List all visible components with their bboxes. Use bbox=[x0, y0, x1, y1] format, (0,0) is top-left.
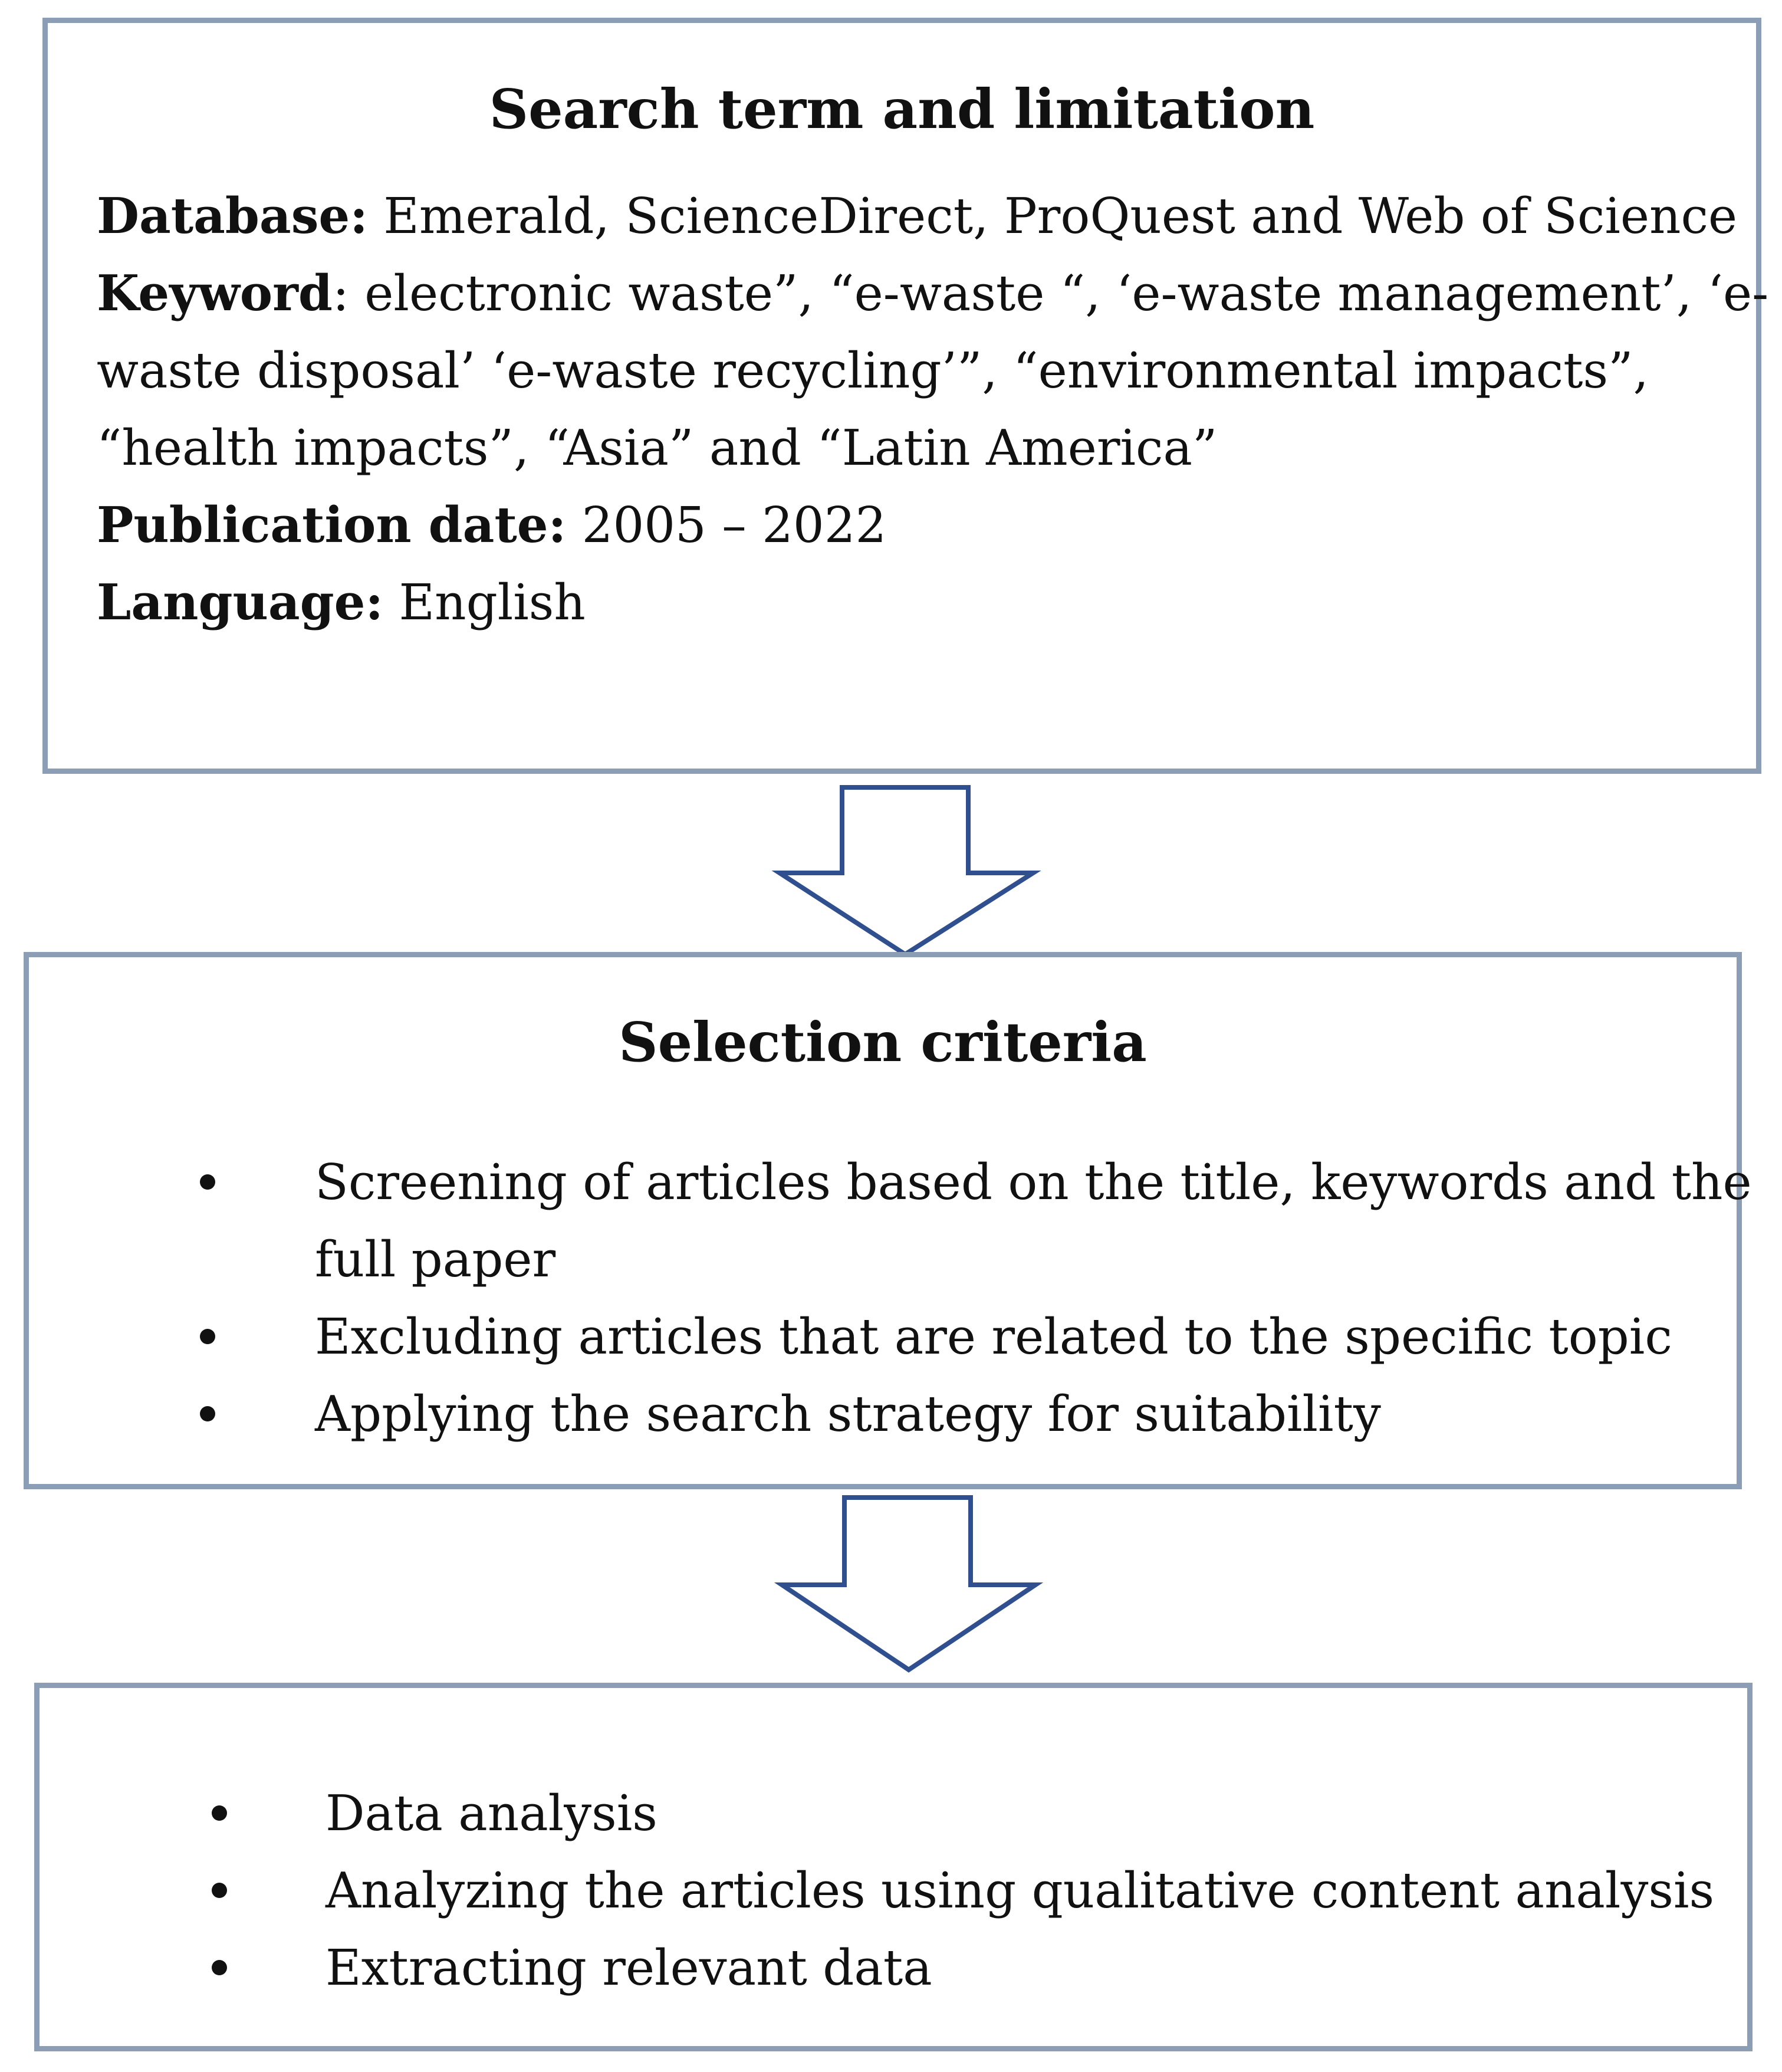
list-item-text: Data analysis bbox=[326, 1785, 657, 1842]
search-term-title: Search term and limitation bbox=[489, 77, 1315, 141]
language-label: Language: bbox=[97, 573, 384, 631]
search-term-details bbox=[97, 178, 1768, 641]
publication-line bbox=[97, 487, 1768, 564]
list-item-text: Extracting relevant data bbox=[326, 1939, 932, 1997]
keyword-line-2: waste disposal’ ‘e-waste recycling’”, “environmental impacts”, bbox=[97, 342, 1649, 399]
analysis-box bbox=[34, 1683, 1753, 2051]
analysis-list bbox=[40, 1775, 1714, 2007]
keyword-label: Keyword bbox=[97, 264, 333, 322]
keyword-value-1: : electronic waste”, “e-waste “, ‘e-waste management’, ‘e- bbox=[332, 265, 1769, 322]
bullet-icon bbox=[212, 1960, 227, 1975]
list-item-line: full paper bbox=[315, 1231, 556, 1288]
list-item-line: Screening of articles based on the title, keywords and the bbox=[315, 1154, 1752, 1211]
selection-criteria-title: Selection criteria bbox=[619, 1010, 1147, 1074]
list-item bbox=[40, 1929, 1714, 2007]
publication-value: 2005 – 2022 bbox=[566, 497, 887, 554]
down-arrow-icon bbox=[774, 786, 1039, 957]
list-item bbox=[40, 1852, 1714, 1929]
bullet-icon bbox=[200, 1174, 215, 1190]
database-line bbox=[97, 178, 1768, 255]
list-item bbox=[40, 1775, 1714, 1852]
list-item-text: Analyzing the articles using qualitative content analysis bbox=[326, 1862, 1715, 1919]
search-term-box bbox=[42, 18, 1769, 774]
database-value: Emerald, ScienceDirect, ProQuest and Web of Science bbox=[367, 188, 1738, 245]
publication-label: Publication date: bbox=[97, 496, 567, 554]
list-item bbox=[29, 1375, 1752, 1453]
keyword-line-1 bbox=[97, 255, 1768, 332]
language-value: English bbox=[383, 574, 586, 631]
down-arrow-icon bbox=[777, 1495, 1043, 1672]
database-label: Database: bbox=[97, 187, 368, 245]
list-item-line: Applying the search strategy for suitability bbox=[315, 1385, 1381, 1443]
selection-criteria-box bbox=[24, 952, 1752, 1489]
bullet-icon bbox=[200, 1406, 215, 1421]
language-line bbox=[97, 564, 1768, 641]
list-item bbox=[29, 1298, 1752, 1375]
bullet-icon bbox=[200, 1329, 215, 1344]
list-item-line: Excluding articles that are related to the specific topic bbox=[315, 1308, 1672, 1365]
bullet-icon bbox=[212, 1805, 227, 1821]
selection-criteria-list bbox=[29, 1144, 1752, 1453]
bullet-icon bbox=[212, 1883, 227, 1898]
keyword-line-3: “health impacts”, “Asia” and “Latin America” bbox=[97, 419, 1218, 477]
list-item bbox=[29, 1144, 1752, 1298]
